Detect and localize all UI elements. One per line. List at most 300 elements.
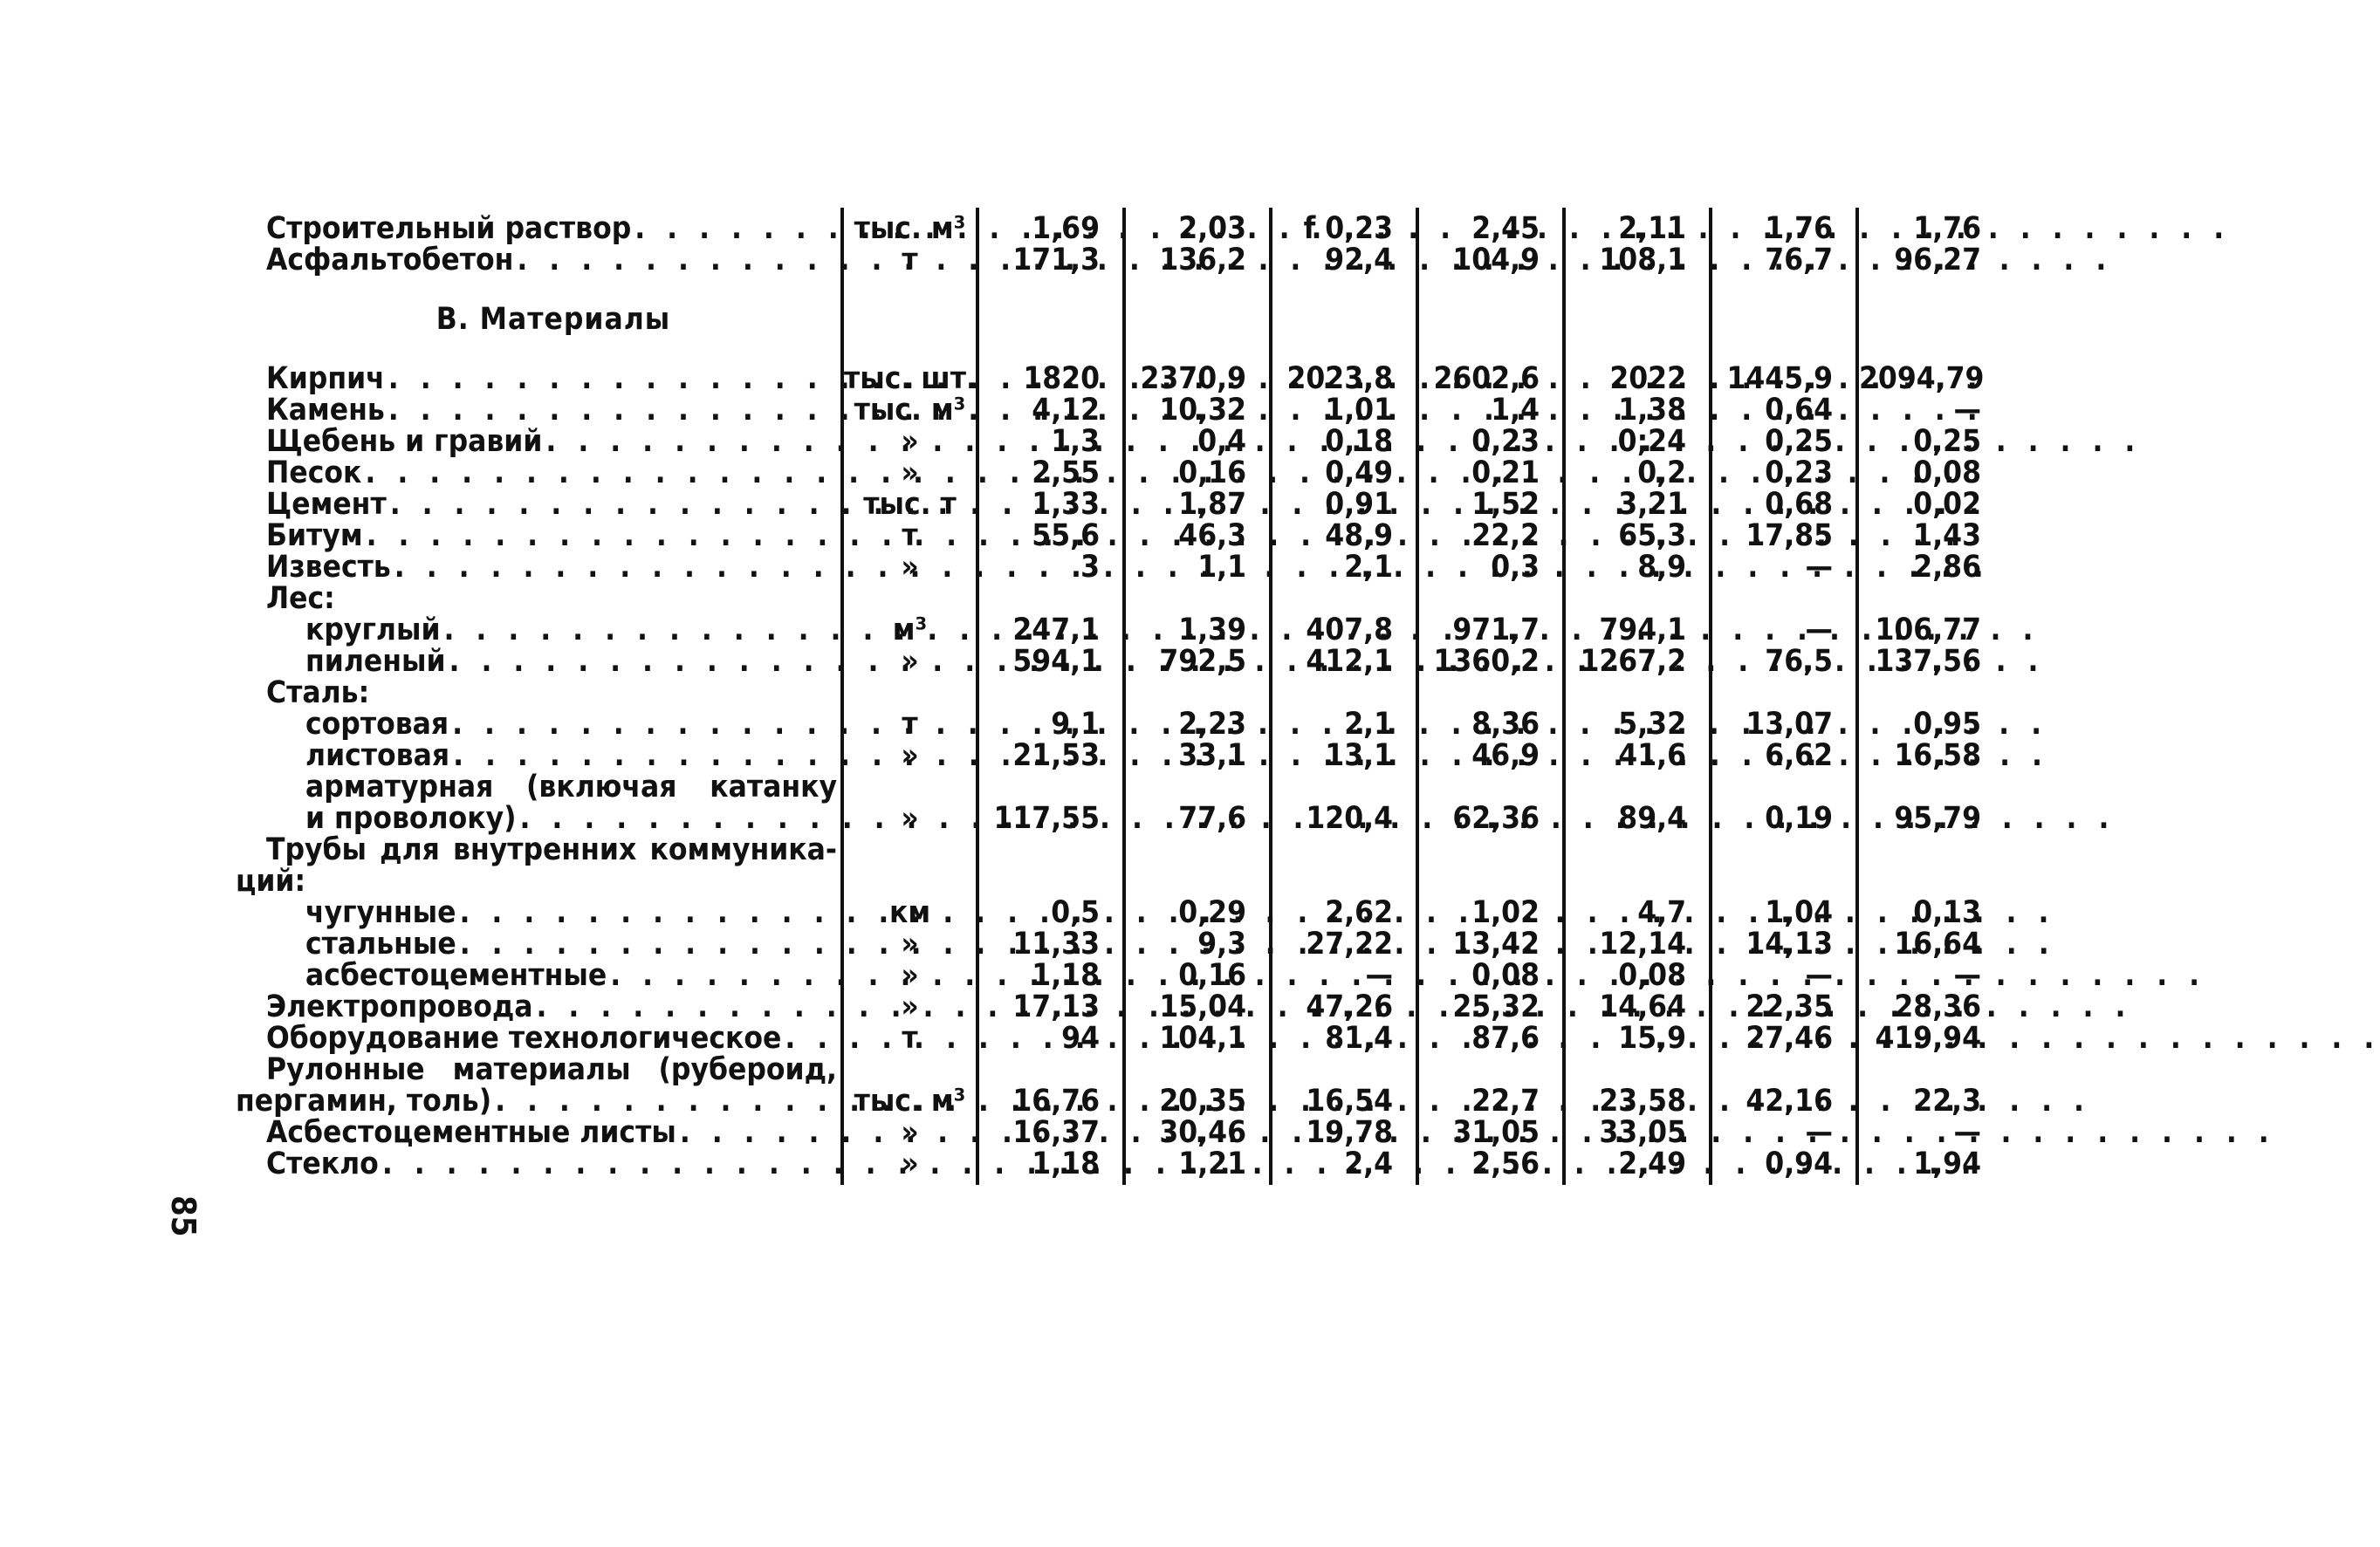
row-label (266, 677, 842, 708)
row-label-text: чугунные (305, 895, 456, 930)
row-label-wrap (266, 834, 840, 866)
unit-cell (842, 583, 977, 614)
value-cell: 0,08 (1564, 960, 1711, 991)
table-row (266, 583, 2004, 614)
row-label-wrap (266, 677, 840, 708)
value-cell: 1360,2 (1417, 646, 1564, 677)
value-cell: — (1711, 1117, 1857, 1148)
value-cell: 47,26 (1271, 991, 1417, 1023)
row-label-text: Асфальтобетон (266, 243, 514, 277)
row-label-wrap (266, 771, 840, 803)
unit-cell (842, 866, 977, 897)
value-cell: 13,1 (1271, 740, 1417, 771)
table-row (266, 803, 2004, 834)
value-cell: 0,4 (1124, 426, 1271, 457)
row-label (266, 740, 842, 771)
value-cell (1857, 866, 2004, 897)
value-cell: 1,39 (1124, 614, 1271, 646)
row-label-wrap (266, 991, 840, 1023)
value-cell (1417, 276, 1564, 363)
value-cell (1564, 834, 1711, 866)
value-cell: 12,14 (1564, 928, 1711, 960)
value-cell: 8,36 (1417, 708, 1564, 740)
table-row (266, 244, 2004, 276)
value-cell (977, 834, 1124, 866)
row-label-wrap (266, 489, 840, 520)
value-cell: 96,27 (1857, 244, 2004, 276)
section-row (266, 276, 2004, 363)
value-cell: 92,4 (1271, 244, 1417, 276)
row-label-wrap (266, 1148, 840, 1180)
page-number: 85 (164, 1195, 202, 1237)
value-cell (1271, 771, 1417, 803)
value-cell: 0,19 (1711, 803, 1857, 834)
unit-cell: » (842, 991, 977, 1023)
value-cell: 1,3 (977, 426, 1124, 457)
value-cell: 13,07 (1711, 708, 1857, 740)
value-cell: 30,46 (1124, 1117, 1271, 1148)
value-cell: 0,25 (1711, 426, 1857, 457)
leader-dots (781, 1023, 2380, 1054)
value-cell: 46,3 (1124, 520, 1271, 551)
unit-cell: » (842, 646, 977, 677)
value-cell: 0,23 (1417, 426, 1564, 457)
table-row (266, 551, 2004, 583)
row-label (266, 489, 842, 520)
value-cell: 4,12 (977, 394, 1124, 426)
value-cell (1564, 677, 1711, 708)
value-cell: 419,94 (1857, 1023, 2004, 1054)
value-cell: 0,08 (1857, 457, 2004, 489)
value-cell: 0,25 (1857, 426, 2004, 457)
value-cell: 0;24 (1564, 426, 1711, 457)
unit-cell: т (842, 708, 977, 740)
value-cell: 17,13 (977, 991, 1124, 1023)
table-row (266, 363, 2004, 394)
value-cell: 19,78 (1271, 1117, 1417, 1148)
value-cell: 1,01 (1271, 394, 1417, 426)
value-cell: 8,9 (1564, 551, 1711, 583)
row-label-text: ций: (236, 864, 306, 899)
value-cell: 14,13 (1711, 928, 1857, 960)
row-label (266, 928, 842, 960)
table-row (266, 866, 2004, 897)
value-cell: 1,38 (1564, 394, 1711, 426)
unit-cell: м³ (842, 614, 977, 646)
value-cell: 1820 (977, 363, 1124, 394)
value-cell (1857, 834, 2004, 866)
value-cell: 76,5 (1711, 646, 1857, 677)
value-cell: 136,2 (1124, 244, 1271, 276)
unit-cell: тыс. м³ (842, 213, 977, 244)
row-label-text: и проволоку) (305, 801, 517, 836)
row-label-text: пиленый (305, 644, 446, 679)
value-cell: 971,7 (1417, 614, 1564, 646)
value-cell: — (1711, 614, 1857, 646)
value-cell: 2094,79 (1857, 363, 2004, 394)
row-label-text: сортовая (305, 707, 449, 742)
value-cell: 2,1 (1271, 551, 1417, 583)
value-cell (1417, 771, 1564, 803)
value-cell: 6,62 (1711, 740, 1857, 771)
value-cell (1857, 1054, 2004, 1085)
value-cell (1124, 1054, 1271, 1085)
value-cell: 2,11 (1564, 213, 1711, 244)
value-cell: 792,5 (1124, 646, 1271, 677)
table-row (266, 614, 2004, 646)
value-cell: 2,03 (1124, 213, 1271, 244)
table-row (266, 991, 2004, 1023)
value-cell: 2,49 (1564, 1148, 1711, 1180)
row-label-wrap (266, 551, 840, 583)
value-cell: 2,86 (1857, 551, 2004, 583)
value-cell: 16,37 (977, 1117, 1124, 1148)
unit-cell: т (842, 1023, 977, 1054)
value-cell (977, 276, 1124, 363)
value-cell: 81,4 (1271, 1023, 1417, 1054)
value-cell (1564, 1054, 1711, 1085)
table-row (266, 740, 2004, 771)
row-label (266, 426, 842, 457)
row-label-text: арматурная (включая катанку (305, 770, 837, 804)
row-label-wrap (266, 394, 840, 426)
value-cell: 21,53 (977, 740, 1124, 771)
value-cell: 33,05 (1564, 1117, 1711, 1148)
value-cell (977, 866, 1124, 897)
unit-cell: » (842, 960, 977, 991)
value-cell: 4,7 (1564, 897, 1711, 928)
value-cell: 120,4 (1271, 803, 1417, 834)
row-label-wrap (266, 740, 840, 771)
row-label (266, 1054, 842, 1085)
table-row (266, 897, 2004, 928)
value-cell: 137,56 (1857, 646, 2004, 677)
row-label-wrap (266, 1023, 840, 1054)
value-cell: 22,35 (1711, 991, 1857, 1023)
value-cell: 1,04 (1711, 897, 1857, 928)
value-cell: 0,21 (1417, 457, 1564, 489)
value-cell: 1,94 (1857, 1148, 2004, 1180)
row-label-text: Рулонные материалы (рубероид, (266, 1052, 837, 1087)
value-cell (1417, 677, 1564, 708)
row-label-text: Лес: (266, 581, 335, 616)
value-cell: 1,4 (1417, 394, 1564, 426)
value-cell: 2023,8 (1271, 363, 1417, 394)
value-cell: 55,6 (977, 520, 1124, 551)
value-cell: 2,1 (1271, 708, 1417, 740)
value-cell: 13,42 (1417, 928, 1564, 960)
row-label (266, 803, 842, 834)
unit-cell: » (842, 426, 977, 457)
value-cell (1417, 1054, 1564, 1085)
row-label (266, 520, 842, 551)
value-cell (1271, 583, 1417, 614)
row-label (266, 244, 842, 276)
row-label (236, 864, 842, 899)
row-label (266, 897, 842, 928)
value-cell: 0,23 (1711, 457, 1857, 489)
value-cell: 104,9 (1417, 244, 1564, 276)
value-cell: 0,2 (1564, 457, 1711, 489)
table-row (266, 677, 2004, 708)
row-label-wrap (266, 363, 840, 394)
row-label-wrap (266, 426, 840, 457)
value-cell: 1,21 (1124, 1148, 1271, 1180)
table-row (266, 1117, 2004, 1148)
table-row (266, 457, 2004, 489)
value-cell: 1,18 (977, 960, 1124, 991)
value-cell: 0,68 (1711, 489, 1857, 520)
value-cell: 25,32 (1417, 991, 1564, 1023)
row-label-text: Камень (266, 393, 385, 428)
value-cell: 2,45 (1417, 213, 1564, 244)
value-cell: 15,9 (1564, 1023, 1711, 1054)
row-label-text: асбестоцементные (305, 958, 607, 993)
value-cell: 2602,6 (1417, 363, 1564, 394)
value-cell: 108,1 (1564, 244, 1711, 276)
value-cell: 0,02 (1857, 489, 2004, 520)
row-label-text: Электропровода (266, 989, 533, 1024)
value-cell: 65,3 (1564, 520, 1711, 551)
value-cell: 14,64 (1564, 991, 1711, 1023)
value-cell: 0,08 (1417, 960, 1564, 991)
row-label-text: стальные (305, 927, 456, 962)
row-label-text: Известь (266, 550, 391, 585)
value-cell: 48,9 (1271, 520, 1417, 551)
value-cell: 22,2 (1417, 520, 1564, 551)
value-cell (1711, 866, 1857, 897)
value-cell: 0,3 (1417, 551, 1564, 583)
value-cell (1417, 583, 1564, 614)
value-cell: 0,29 (1124, 897, 1271, 928)
value-cell: 46,9 (1417, 740, 1564, 771)
value-cell: 1,1 (1124, 551, 1271, 583)
value-cell (1124, 276, 1271, 363)
value-cell (1124, 866, 1271, 897)
value-cell (1564, 771, 1711, 803)
value-cell: 87,6 (1417, 1023, 1564, 1054)
row-label-text: Стекло (266, 1147, 379, 1181)
row-label (266, 394, 842, 426)
value-cell: 0,5 (977, 897, 1124, 928)
unit-cell: » (842, 551, 977, 583)
materials-table (236, 208, 2004, 1185)
table-row (266, 646, 2004, 677)
row-label (266, 457, 842, 489)
table-row (266, 394, 2004, 426)
value-cell: — (1271, 960, 1417, 991)
value-cell (1271, 834, 1417, 866)
value-cell (1417, 834, 1564, 866)
value-cell: — (1857, 1117, 2004, 1148)
value-cell: 16,58 (1857, 740, 2004, 771)
value-cell (1711, 771, 1857, 803)
value-cell: 2,55 (977, 457, 1124, 489)
table-row (266, 426, 2004, 457)
row-label (266, 1148, 842, 1180)
unit-cell: » (842, 1148, 977, 1180)
row-label (266, 551, 842, 583)
row-label (266, 960, 842, 991)
table-row (266, 834, 2004, 866)
value-cell: 1267,2 (1564, 646, 1711, 677)
value-cell (1857, 583, 2004, 614)
row-label (266, 1023, 842, 1054)
table-row (266, 489, 2004, 520)
value-cell: 412,1 (1271, 646, 1417, 677)
value-cell (1124, 771, 1271, 803)
value-cell: 9,1 (977, 708, 1124, 740)
row-label (266, 363, 842, 394)
value-cell (1564, 583, 1711, 614)
unit-cell (842, 677, 977, 708)
row-label-text: Сталь: (266, 675, 370, 710)
value-cell: 3 (977, 551, 1124, 583)
row-label-wrap (266, 708, 840, 740)
value-cell (1271, 276, 1417, 363)
value-cell: 1,76 (1857, 213, 2004, 244)
value-cell: 1,69 (977, 213, 1124, 244)
value-cell: 1445,9 (1711, 363, 1857, 394)
value-cell: 1,33 (977, 489, 1124, 520)
value-cell: 0,16 (1124, 960, 1271, 991)
row-label-wrap (266, 960, 840, 991)
leader-dots (361, 457, 1960, 489)
value-cell: 117,55 (977, 803, 1124, 834)
unit-cell: т (842, 244, 977, 276)
table-row (266, 771, 2004, 803)
value-cell: — (1857, 960, 2004, 991)
value-cell: 20,35 (1124, 1085, 1271, 1117)
value-cell: 0,95 (1857, 708, 2004, 740)
value-cell: — (1857, 394, 2004, 426)
value-cell (1857, 677, 2004, 708)
value-cell (977, 583, 1124, 614)
value-cell (1564, 276, 1711, 363)
value-cell: 22,7 (1417, 1085, 1564, 1117)
section-title: В. Материалы (436, 302, 671, 337)
value-cell (1711, 677, 1857, 708)
unit-cell: тыс. шт. (844, 361, 977, 396)
unit-cell: » (842, 457, 977, 489)
value-cell: 89,4 (1564, 803, 1711, 834)
value-cell: 247,1 (977, 614, 1124, 646)
unit-cell: тыс. м³ (842, 1085, 977, 1117)
row-label-text: Оборудование технологическое (266, 1021, 782, 1056)
row-label-wrap (266, 583, 840, 614)
value-cell: 31,05 (1417, 1117, 1564, 1148)
value-cell: 171,3 (977, 244, 1124, 276)
row-label-text: Битум (266, 518, 363, 553)
value-cell (1711, 834, 1857, 866)
value-cell: 15,04 (1124, 991, 1271, 1023)
row-label-text: Цемент (266, 487, 387, 522)
row-label-wrap (236, 1085, 840, 1117)
value-cell (1711, 1054, 1857, 1085)
value-cell: 0,49 (1271, 457, 1417, 489)
value-cell: 11,33 (977, 928, 1124, 960)
value-cell: 2,4 (1271, 1148, 1417, 1180)
table-row (266, 1054, 2004, 1085)
leader-dots (391, 551, 1990, 583)
row-label (266, 708, 842, 740)
row-label-wrap (266, 928, 840, 960)
row-label-wrap (266, 520, 840, 551)
value-cell: 106,77 (1857, 614, 2004, 646)
unit-cell (842, 771, 977, 803)
row-label-text: Трубы для внутренних коммуника- (266, 832, 837, 867)
table-row (266, 1148, 2004, 1180)
row-label-wrap (266, 614, 840, 646)
value-cell: 104,1 (1124, 1023, 1271, 1054)
value-cell: 16,54 (1271, 1085, 1417, 1117)
value-cell: 0,18 (1271, 426, 1417, 457)
value-cell: — (1711, 960, 1857, 991)
unit-cell: тыс. т (842, 489, 977, 520)
value-cell (1417, 866, 1564, 897)
value-cell: 62,36 (1417, 803, 1564, 834)
value-cell (1711, 583, 1857, 614)
value-cell: 28,36 (1857, 991, 2004, 1023)
materials-table-container (236, 208, 1997, 1185)
value-cell: 16,76 (977, 1085, 1124, 1117)
row-label-wrap (266, 803, 840, 834)
unit-cell: » (842, 928, 977, 960)
unit-cell: » (842, 803, 977, 834)
value-cell (1124, 583, 1271, 614)
unit-cell: » (842, 740, 977, 771)
value-cell: 94 (977, 1023, 1124, 1054)
row-label (266, 614, 842, 646)
value-cell (1271, 866, 1417, 897)
value-cell: 1,18 (977, 1148, 1124, 1180)
row-label-wrap (266, 1054, 840, 1085)
row-label-wrap (266, 897, 840, 928)
value-cell: 1,76 (1711, 213, 1857, 244)
value-cell (977, 1054, 1124, 1085)
value-cell: 2,56 (1417, 1148, 1564, 1180)
value-cell: 17,85 (1711, 520, 1857, 551)
row-label-text: Песок (266, 455, 362, 490)
row-label (236, 1084, 842, 1119)
value-cell: 0,16 (1124, 457, 1271, 489)
value-cell: 594,1 (977, 646, 1124, 677)
value-cell (977, 677, 1124, 708)
unit-cell: » (842, 1117, 977, 1148)
unit-cell (842, 834, 977, 866)
table-row (266, 213, 2004, 244)
value-cell (1857, 771, 2004, 803)
value-cell: 0,64 (1711, 394, 1857, 426)
value-cell: 794,1 (1564, 614, 1711, 646)
table-row (266, 1023, 2004, 1054)
value-cell (1271, 677, 1417, 708)
row-label-text: Асбестоцементные листы (266, 1115, 676, 1150)
row-label-text: Кирпич (266, 361, 385, 396)
value-cell: 2022 (1564, 363, 1711, 394)
unit-cell (842, 276, 977, 363)
row-label (266, 1117, 842, 1148)
value-cell (977, 771, 1124, 803)
value-cell: 1,52 (1417, 489, 1564, 520)
value-cell: 1,87 (1124, 489, 1271, 520)
table-row (266, 1085, 2004, 1117)
value-cell (1124, 834, 1271, 866)
value-cell: 2,23 (1124, 708, 1271, 740)
value-cell: 95,79 (1857, 803, 2004, 834)
row-label (266, 583, 842, 614)
row-label-wrap (236, 866, 840, 897)
